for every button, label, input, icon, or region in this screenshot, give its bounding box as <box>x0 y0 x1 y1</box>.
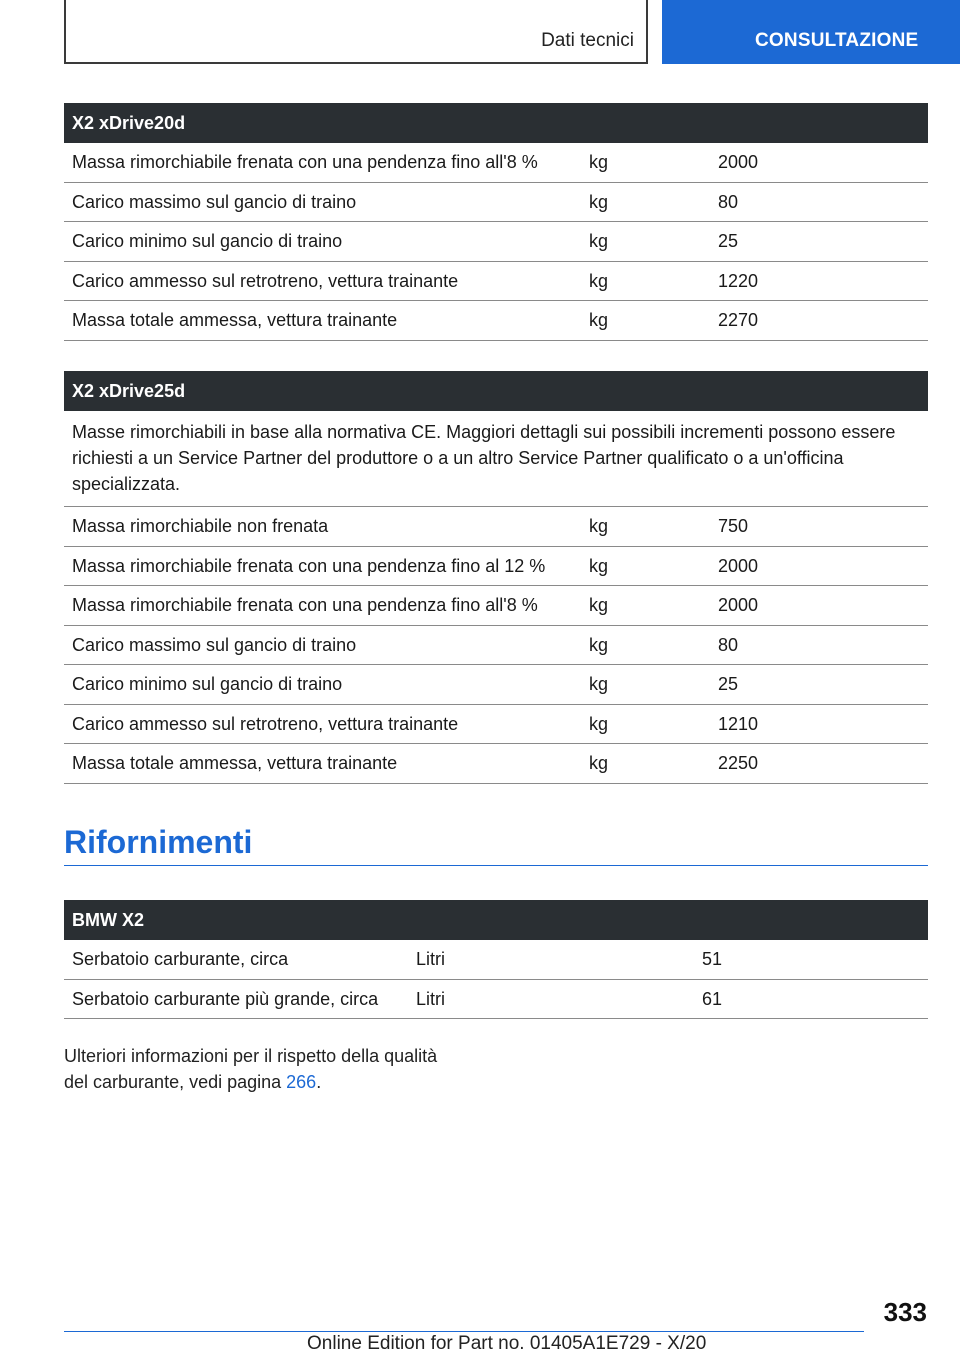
row-label: Massa totale ammessa, vettura trainante <box>72 310 398 330</box>
row-unit: kg <box>589 231 609 251</box>
note-line-1: Ulteriori informazioni per il rispetto della qualità <box>64 1046 438 1066</box>
table-title: X2 xDrive20d <box>64 103 928 143</box>
row-unit: kg <box>589 595 609 615</box>
header-chapter-label: CONSULTAZIONE <box>755 30 919 51</box>
row-value: 2250 <box>718 753 759 773</box>
table-note: Masse rimorchiabili in base alla normativa CE. Maggiori dettagli sui possibili incrementi possono essere richiesti a un Service Partner del produttore o a un altro Service Partner qualificato o a un'officina specializzata. <box>64 411 928 507</box>
row-value: 80 <box>718 634 739 655</box>
table-row <box>64 222 928 262</box>
table-title: BMW X2 <box>64 900 928 940</box>
row-unit: kg <box>589 270 609 291</box>
row-label: Carico massimo sul gancio di traino <box>72 191 357 212</box>
row-unit: Litri <box>416 949 446 969</box>
note-line-2 <box>64 1069 437 1095</box>
row-label: Massa rimorchiabile non frenata <box>72 516 329 536</box>
row-label: Carico minimo sul gancio di traino <box>72 674 343 694</box>
table-row <box>64 665 928 705</box>
row-unit: kg <box>589 310 609 330</box>
row-unit: kg <box>589 713 609 734</box>
row-unit: kg <box>589 753 609 773</box>
table-row <box>64 705 928 745</box>
row-label: Carico ammesso sul retrotreno, vettura trainante <box>72 270 459 291</box>
row-unit: kg <box>589 191 609 212</box>
row-label: Carico massimo sul gancio di traino <box>72 634 357 655</box>
table-x2-xdrive20d <box>64 103 928 341</box>
note-suffix: . <box>316 1072 322 1092</box>
footer-edition: Online Edition for Part no. 01405A1E729 - X/20 <box>307 1333 707 1354</box>
table-title: X2 xDrive25d <box>64 371 928 411</box>
row-value: 51 <box>702 949 723 969</box>
note-line-2-text: del carburante, vedi pagina <box>64 1072 287 1092</box>
table-row <box>64 301 928 341</box>
row-label: Massa rimorchiabile frenata con una pendenza fino all'8 % <box>72 595 538 615</box>
row-value: 25 <box>718 674 739 694</box>
row-value: 750 <box>718 516 749 536</box>
row-value: 1220 <box>718 270 759 291</box>
header-section-label: Dati tecnici <box>541 30 634 51</box>
row-label: Serbatoio carburante, circa <box>72 949 289 969</box>
row-value: 25 <box>718 231 739 251</box>
table-x2-xdrive25d <box>64 371 928 784</box>
row-label: Massa rimorchiabile frenata con una pendenza fino al 12 % <box>72 555 546 576</box>
row-value: 2270 <box>718 310 759 330</box>
table-row <box>64 586 928 626</box>
page-number: 333 <box>883 1297 927 1327</box>
row-value: 2000 <box>718 595 759 615</box>
row-value: 61 <box>702 988 723 1009</box>
row-value: 2000 <box>718 152 759 172</box>
table-row <box>64 547 928 587</box>
table-row <box>64 980 928 1020</box>
table-row <box>64 262 928 302</box>
row-unit: kg <box>589 674 609 694</box>
row-unit: kg <box>589 152 609 172</box>
row-unit: kg <box>589 516 609 536</box>
row-label: Carico minimo sul gancio di traino <box>72 231 343 251</box>
row-value: 80 <box>718 191 739 212</box>
row-value: 1210 <box>718 713 759 734</box>
row-unit: Litri <box>416 988 446 1009</box>
row-label: Massa rimorchiabile frenata con una pendenza fino all'8 % <box>72 152 538 172</box>
row-label: Massa totale ammessa, vettura trainante <box>72 753 398 773</box>
row-label: Carico ammesso sul retrotreno, vettura trainante <box>72 713 459 734</box>
section-title: Rifornimenti <box>64 822 928 866</box>
table-row <box>64 183 928 223</box>
header-section-tab <box>64 0 648 64</box>
footer-divider <box>64 1331 864 1332</box>
table-row <box>64 143 928 183</box>
table-row <box>64 940 928 980</box>
fuel-quality-note <box>64 1043 437 1095</box>
table-row <box>64 626 928 666</box>
page-link[interactable]: 266 <box>286 1072 317 1092</box>
row-label: Serbatoio carburante più grande, circa <box>72 988 379 1009</box>
table-row <box>64 507 928 547</box>
table-row <box>64 744 928 784</box>
row-unit: kg <box>589 634 609 655</box>
row-unit: kg <box>589 555 609 576</box>
row-value: 2000 <box>718 555 759 576</box>
header-chapter-tab[interactable] <box>662 0 960 64</box>
table-bmw-x2-fuel <box>64 900 928 1019</box>
